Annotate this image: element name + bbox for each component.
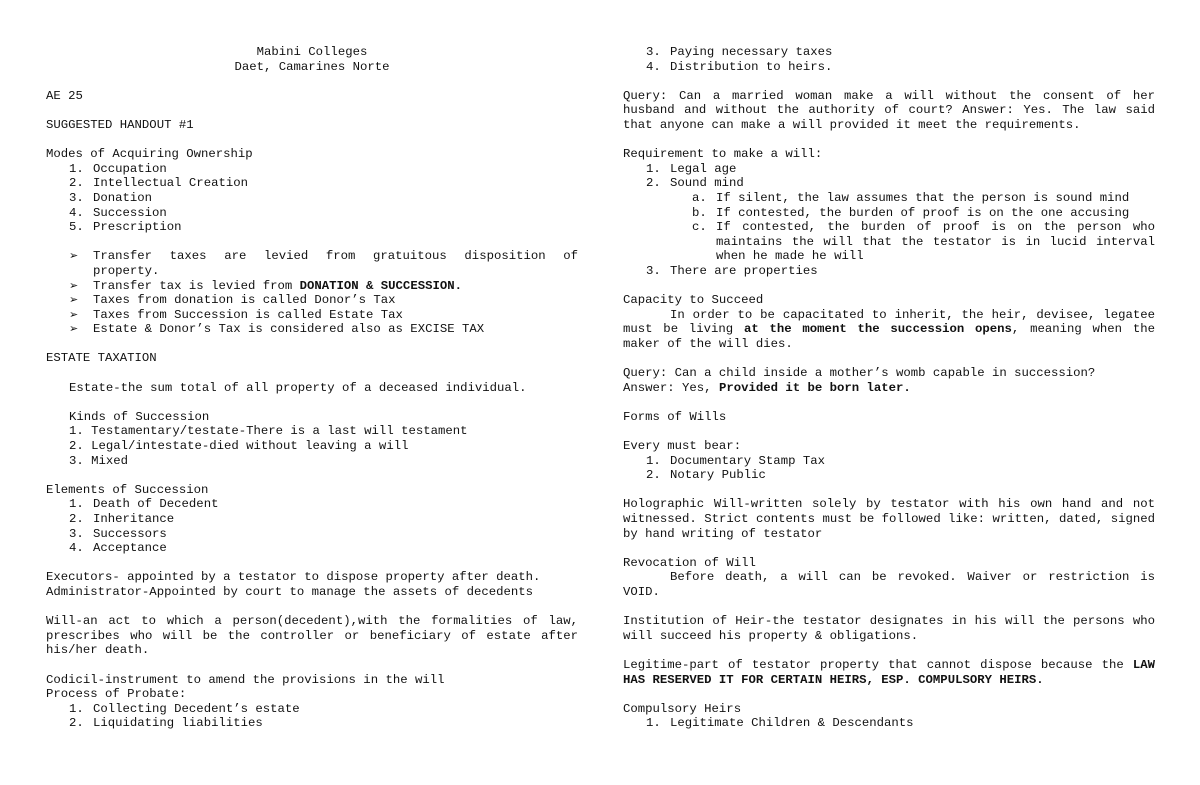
list-item: ➢ Taxes from donation is called Donor’s Tax bbox=[69, 293, 396, 308]
sound-mind-sublist bbox=[623, 191, 1155, 264]
list-item: 2. Notary Public bbox=[646, 468, 766, 483]
list-item: 2. Legal/intestate-died without leaving a will bbox=[69, 439, 409, 454]
query-child-womb: Query: Can a child inside a mother’s womb capable in succession? bbox=[623, 366, 1096, 381]
list-item: 3. Paying necessary taxes bbox=[646, 45, 833, 59]
list-item: 5. Prescription bbox=[69, 220, 182, 235]
handout-title: SUGGESTED HANDOUT #1 bbox=[46, 117, 194, 132]
list-item: 3. Mixed bbox=[69, 453, 129, 468]
compulsory-list bbox=[623, 716, 1155, 731]
institution-of-heir: Institution of Heir-the testator designates in his will the persons who will succeed his property & obligations. bbox=[623, 614, 1163, 643]
list-item: 4. Distribution to heirs. bbox=[646, 59, 833, 74]
capacity-title: Capacity to Succeed bbox=[623, 293, 764, 308]
forms-title: Forms of Wills bbox=[623, 409, 727, 424]
query-child-answer: Answer: Yes, Provided it be born later. bbox=[623, 380, 911, 395]
modes-title: Modes of Acquiring Ownership bbox=[46, 147, 253, 162]
list-item: 1. Legitimate Children & Descendants bbox=[646, 716, 914, 731]
requirements-list-cont bbox=[623, 264, 1155, 279]
list-item: 4. Succession bbox=[69, 205, 167, 220]
school-name: Mabini Colleges bbox=[256, 45, 368, 59]
estate-title: ESTATE TAXATION bbox=[46, 351, 157, 366]
list-item: 2. Inheritance bbox=[69, 512, 175, 526]
course-code: AE 25 bbox=[46, 88, 83, 103]
requirements-title: Requirement to make a will: bbox=[623, 147, 823, 162]
every-must-bear: Every must bear: bbox=[623, 439, 742, 454]
compulsory-title: Compulsory Heirs bbox=[623, 701, 742, 716]
tax-bullet-list bbox=[46, 249, 578, 337]
modes-list bbox=[46, 162, 578, 235]
probate-list-part2 bbox=[623, 45, 1155, 74]
forms-list bbox=[623, 454, 1155, 483]
probate-list-part1 bbox=[46, 702, 578, 731]
list-item: 1. Collecting Decedent’s estate bbox=[69, 701, 300, 716]
list-item: 2. Intellectual Creation bbox=[69, 176, 248, 191]
kinds-list bbox=[46, 424, 578, 468]
right-column bbox=[623, 45, 1163, 731]
probate-title: Process of Probate: bbox=[46, 687, 187, 702]
list-item: 1. Legal age bbox=[646, 161, 737, 176]
list-item: ➢ Estate & Donor’s Tax is considered also as EXCISE TAX bbox=[69, 322, 485, 337]
revocation-text: Before death, a will can be revoked. Waiver or restriction is VOID. bbox=[623, 570, 1163, 599]
capacity-text: In order to be capacitated to inherit, the heir, devisee, legatee must be living at the moment the succession opens, meaning when the maker of the will dies. bbox=[623, 307, 1163, 351]
list-item: 3. Successors bbox=[69, 526, 167, 541]
list-item: 1. Occupation bbox=[69, 161, 167, 176]
list-item: 1. Documentary Stamp Tax bbox=[646, 453, 825, 468]
list-item: 3. There are properties bbox=[646, 263, 818, 278]
administrator-definition: Administrator-Appointed by court to manage the assets of decedents bbox=[46, 584, 534, 599]
arrow-bullet-icon: ➢ bbox=[69, 278, 79, 292]
legitime-definition: Legitime-part of testator property that cannot dispose because the LAW HAS RESERVED IT FOR CERTAIN HEIRS, ESP. COMPULSORY HEIRS. bbox=[623, 657, 1163, 687]
arrow-bullet-icon: ➢ bbox=[69, 249, 79, 263]
arrow-bullet-icon: ➢ bbox=[69, 322, 79, 336]
arrow-bullet-icon: ➢ bbox=[69, 307, 79, 321]
executors-definition: Executors- appointed by a testator to dispose property after death. bbox=[46, 570, 541, 585]
list-item: 1. Death of Decedent bbox=[69, 497, 219, 512]
codicil-definition: Codicil-instrument to amend the provisions in the will bbox=[46, 672, 445, 687]
revocation-title: Revocation of Will bbox=[623, 555, 756, 570]
list-item: a. If silent, the law assumes that the person is sound mind bbox=[692, 190, 1130, 205]
holographic-will: Holographic Will-written solely by testator with his own hand and not witnessed. Strict contents must be followed like: written, dated, signed by hand writing of testator bbox=[623, 497, 1163, 541]
list-item: b. If contested, the burden of proof is on the one accusing bbox=[692, 205, 1130, 220]
list-item: c. If contested, the burden of proof is on the person who maintains the will that the testator is in lucid interval when he made he will bbox=[692, 220, 1155, 264]
query-married-woman: Query: Can a married woman make a will without the consent of her husband and without the authority of court? Answer: Yes. The law said that anyone can make a will provided it meet the requirements. bbox=[623, 88, 1163, 132]
kinds-title: Kinds of Succession bbox=[69, 409, 210, 424]
elements-title: Elements of Succession bbox=[46, 482, 209, 497]
list-item: 3. Donation bbox=[69, 190, 153, 205]
elements-list bbox=[46, 497, 578, 555]
school-location: Daet, Camarines Norte bbox=[234, 59, 390, 74]
estate-definition: Estate-the sum total of all property of a deceased individual. bbox=[69, 380, 527, 395]
left-column bbox=[46, 45, 586, 731]
list-item: 1. Testamentary/testate-There is a last will testament bbox=[69, 424, 468, 439]
list-item: ➢ Transfer tax is levied from DONATION & SUCCESSION. bbox=[69, 278, 462, 293]
list-item: 2. Liquidating liabilities bbox=[69, 716, 263, 731]
list-item: 2. Sound mind bbox=[646, 176, 744, 191]
requirements-list bbox=[623, 162, 1155, 191]
list-item: ➢ Taxes from Succession is called Estate Tax bbox=[69, 307, 403, 322]
list-item: ➢ Transfer taxes are levied from gratuitous disposition of property. bbox=[69, 249, 578, 278]
arrow-bullet-icon: ➢ bbox=[69, 293, 79, 307]
will-definition: Will-an act to which a person(decedent),with the formalities of law, prescribes who will be the controller or beneficiary of estate after his/her death. bbox=[46, 614, 586, 658]
list-item: 4. Acceptance bbox=[69, 541, 167, 556]
